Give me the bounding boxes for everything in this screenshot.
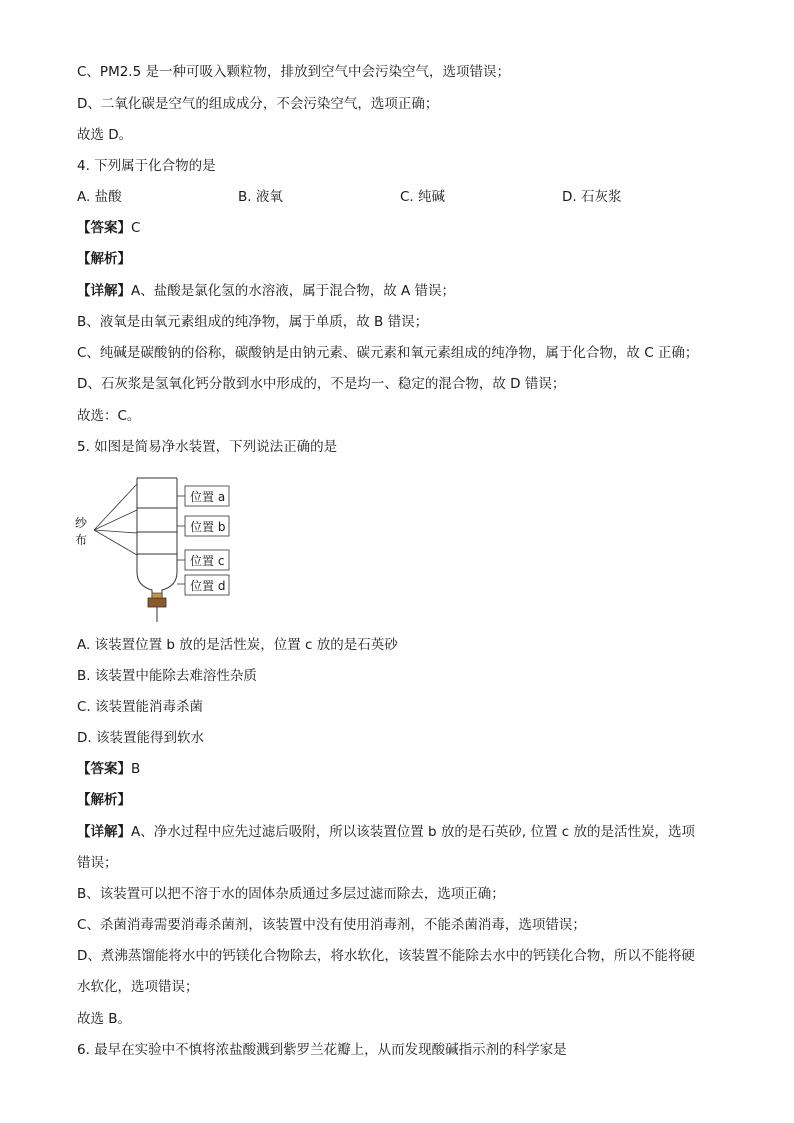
detail-text: A、净水过程中应先过滤后吸附，所以该装置位置 b 放的是石英砂, 位置 c 放的是活性炭，选项	[131, 824, 695, 840]
water-filter-diagram	[72, 476, 242, 626]
label-position-c: 位置 c	[190, 554, 225, 568]
q5-option-c: C. 该装置能消毒杀菌	[77, 699, 204, 715]
text-line: C、PM2.5 是一种可吸入颗粒物，排放到空气中会污染空气，选项错误；	[77, 64, 510, 80]
q4-answer	[77, 219, 140, 237]
detail-text: A、盐酸是氯化氢的水溶液，属于混合物，故 A 错误；	[131, 283, 456, 299]
q4-option-b: B. 液氧	[238, 189, 283, 205]
q4-option-d: D. 石灰浆	[562, 189, 622, 205]
question-5: 5. 如图是简易净水装置，下列说法正确的是	[77, 439, 338, 455]
answer-value: B	[131, 761, 141, 777]
q5-detail-2: B、该装置可以把不溶于水的固体杂质通过多层过滤而除去，选项正确；	[77, 886, 505, 902]
question-4: 4. 下列属于化合物的是	[77, 158, 216, 174]
q4-option-c: C. 纯碱	[400, 189, 446, 205]
text-line: 故选 D。	[77, 127, 133, 143]
q4-detail-3: C、纯碱是碳酸钠的俗称，碳酸钠是由钠元素、碳元素和氧元素组成的纯净物，属于化合物，故 C 正确；	[77, 345, 699, 361]
detail-tag: 【详解】	[77, 824, 131, 840]
q4-analysis-tag: 【解析】	[77, 251, 131, 267]
gauze-label-1: 纱	[75, 516, 88, 530]
water-filter-figure	[72, 476, 242, 626]
answer-tag: 【答案】	[77, 761, 131, 777]
q5-analysis-tag: 【解析】	[77, 792, 131, 808]
q5-detail-4: D、煮沸蒸馏能将水中的钙镁化合物除去，将水软化，该装置不能除去水中的钙镁化合物，所以不能将硬	[77, 948, 695, 964]
gauze-label-2: 布	[75, 533, 88, 547]
q5-answer	[77, 760, 140, 778]
q4-detail-2: B、液氧是由氧元素组成的纯净物，属于单质，故 B 错误；	[77, 314, 429, 330]
label-position-a: 位置 a	[190, 490, 226, 504]
q4-detail-1	[77, 282, 455, 300]
q4-option-a: A. 盐酸	[77, 189, 122, 205]
answer-tag: 【答案】	[77, 220, 131, 236]
q5-detail-1	[77, 823, 695, 841]
q5-option-b: B. 该装置中能除去难溶性杂质	[77, 668, 257, 684]
q4-detail-4: D、石灰浆是氢氧化钙分散到水中形成的，不是均一、稳定的混合物，故 D 错误；	[77, 376, 566, 392]
label-position-d: 位置 d	[190, 579, 226, 593]
q5-conclusion: 故选 B。	[77, 1011, 132, 1027]
q4-conclusion: 故选：C。	[77, 408, 141, 424]
answer-value: C	[131, 220, 141, 236]
q5-detail-1-cont: 错误；	[77, 855, 118, 871]
detail-tag: 【详解】	[77, 283, 131, 299]
q5-detail-3: C、杀菌消毒需要消毒杀菌剂，该装置中没有使用消毒剂，不能杀菌消毒，选项错误；	[77, 917, 586, 933]
q5-detail-4-cont: 水软化，选项错误；	[77, 979, 199, 995]
q5-option-a: A. 该装置位置 b 放的是活性炭，位置 c 放的是石英砂	[77, 637, 398, 653]
question-6: 6. 最早在实验中不慎将浓盐酸溅到紫罗兰花瓣上，从而发现酸碱指示剂的科学家是	[77, 1042, 567, 1058]
text-line: D、二氧化碳是空气的组成成分，不会污染空气，选项正确；	[77, 96, 439, 112]
label-position-b: 位置 b	[190, 520, 226, 534]
q5-option-d: D. 该装置能得到软水	[77, 730, 204, 746]
